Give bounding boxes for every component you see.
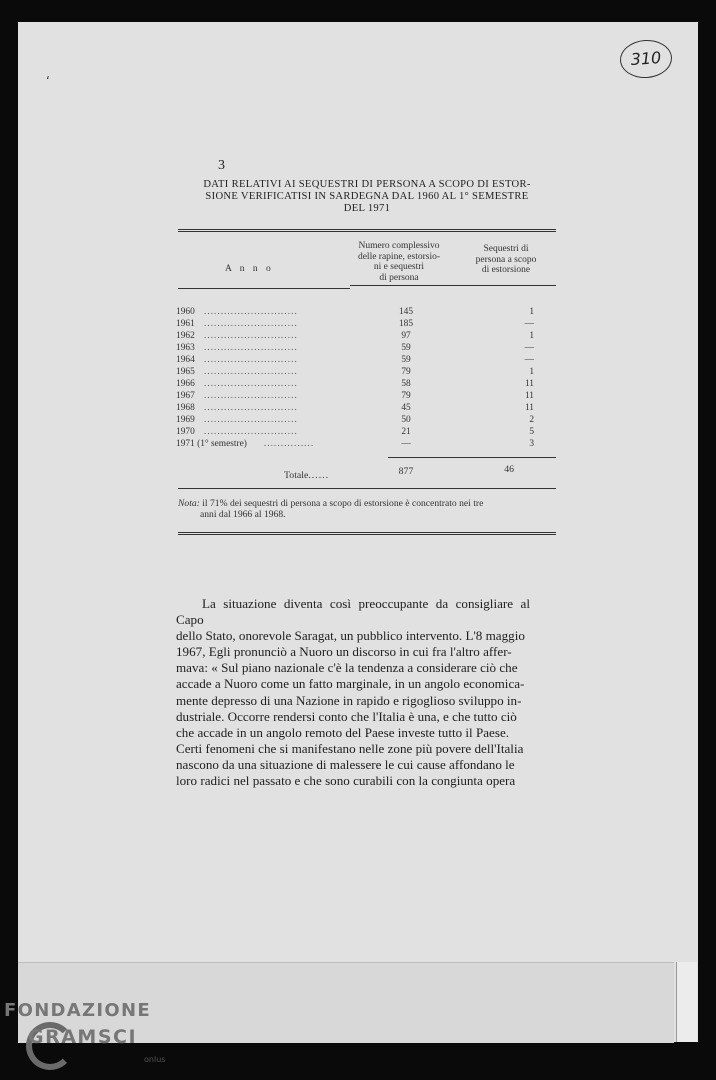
leader-dots: ............... — [264, 438, 315, 448]
cell-year: 1966 — [176, 379, 195, 389]
body-line: La situazione diventa così preoccupante da consigliare al Capo — [176, 596, 530, 628]
cell-total: 59 — [401, 355, 411, 365]
leader-dots: ............................ — [204, 354, 298, 364]
totals-total: 877 — [398, 466, 414, 477]
note-text: il 71% dei sequestri di persona a scopo di estorsione è concentrato nei tre — [202, 498, 484, 509]
cell-total: 79 — [401, 391, 411, 401]
note-label: Nota: — [178, 498, 200, 509]
cell-total: 50 — [401, 415, 411, 425]
leader-dots: ............................ — [204, 426, 298, 436]
title-line: DEL 1971 — [343, 203, 391, 214]
cell-year: 1962 — [176, 331, 195, 341]
body-line: Certi fenomeni che si manifestano nelle zone più povere dell'Italia — [176, 740, 524, 756]
header-rule-left — [178, 288, 350, 289]
table-top-rule — [178, 229, 556, 232]
cell-kidnap: 1 — [529, 367, 534, 377]
header-kidnap-column — [458, 244, 554, 276]
cell-kidnap: 5 — [529, 427, 534, 437]
note-line — [178, 498, 560, 509]
header-line: persona a scopo — [475, 254, 537, 265]
cell-year: 1968 — [176, 403, 195, 413]
cell-year: 1963 — [176, 343, 195, 353]
header-total-column — [343, 241, 455, 283]
cell-year: 1970 — [176, 427, 195, 437]
body-line: dello Stato, onorevole Saragat, un pubblico intervento. L'8 maggio — [176, 628, 525, 644]
cell-kidnap: 3 — [529, 439, 534, 449]
cell-kidnap: 11 — [524, 403, 534, 413]
cell-kidnap: — — [524, 343, 534, 353]
header-line: delle rapine, estorsio- — [357, 251, 441, 262]
header-year: A n n o — [225, 264, 274, 274]
cell-total: 145 — [398, 307, 414, 317]
leader-dots: ............................ — [204, 318, 298, 328]
leader-dots: ............................ — [204, 330, 298, 340]
watermark-line3: onlus — [144, 1055, 166, 1064]
cell-year: 1967 — [176, 391, 195, 401]
leader-dots: ............................ — [204, 366, 298, 376]
cell-total: 185 — [398, 319, 414, 329]
cell-year: 1969 — [176, 415, 195, 425]
leader-dots: ............................ — [204, 414, 298, 424]
title-line: DATI RELATIVI AI SEQUESTRI DI PERSONA A SCOPO DI ESTOR- — [203, 179, 531, 190]
header-rule-right — [350, 285, 556, 286]
cell-total: 21 — [401, 427, 411, 437]
body-line: accade a Nuoro come un fatto marginale, in un angolo economica- — [176, 676, 525, 692]
table-row — [176, 439, 558, 451]
table-body — [176, 307, 558, 451]
page-edge-strip — [676, 962, 697, 1042]
header-line: ni e sequestri — [373, 262, 425, 272]
fondazione-gramsci-watermark — [4, 1000, 166, 1064]
table-row — [176, 427, 558, 439]
cell-kidnap: 1 — [529, 331, 534, 341]
cell-total: 59 — [401, 343, 411, 353]
cell-year: 1964 — [176, 355, 195, 365]
archive-page-stamp: 310 — [619, 38, 674, 80]
body-line: che accade in un angolo remoto del Paese investe tutto il Paese. — [176, 724, 510, 740]
watermark-line2: GRAMSCI — [28, 1026, 138, 1048]
cell-kidnap: — — [524, 355, 534, 365]
totals-label: Totale...... — [284, 470, 330, 481]
leader-dots: ............................ — [204, 402, 298, 412]
cell-total: 58 — [401, 379, 411, 389]
cell-year: 1960 — [176, 307, 195, 317]
body-text — [176, 596, 530, 789]
body-line: mente depresso di una Nazione in rapido e rigoglioso sviluppo in- — [176, 692, 522, 708]
body-line: 1967, Egli pronunciò a Nuoro un discorso in cui fra l'altro affer- — [176, 644, 512, 660]
totals-kidnap: 46 — [504, 464, 514, 475]
header-line: di estorsione — [481, 265, 531, 275]
watermark-line1: FONDAZIONE — [4, 1000, 151, 1021]
margin-mark: ʻ — [46, 74, 50, 88]
title-line: SIONE VERIFICATISI IN SARDEGNA DAL 1960 AL 1° SEMESTRE — [205, 191, 529, 202]
cell-kidnap: — — [524, 319, 534, 329]
table-title — [178, 179, 556, 215]
cell-kidnap: 2 — [529, 415, 534, 425]
header-line: Numero complessivo — [358, 241, 440, 251]
table-note — [178, 498, 560, 520]
totals-label-text: Totale — [284, 470, 309, 481]
table-bottom-rule — [178, 488, 556, 489]
cell-total: — — [401, 439, 411, 449]
cell-total: 45 — [401, 403, 411, 413]
cell-year: 1961 — [176, 319, 195, 329]
cell-year: 1971 (1° semestre) — [176, 439, 247, 449]
note-bottom-rule — [178, 532, 556, 535]
leader-dots: ............................ — [204, 390, 298, 400]
cell-total: 79 — [401, 367, 411, 377]
cell-total: 97 — [401, 331, 411, 341]
body-line: loro radici nel passato e che sono curabili con la congiunta opera — [176, 773, 516, 789]
leader-dots: ............................ — [204, 306, 298, 316]
header-line: di persona — [379, 272, 419, 283]
header-line: Sequestri di — [483, 244, 529, 254]
leader-dots: ............................ — [204, 342, 298, 352]
body-line: mava: « Sul piano nazionale c'è la tendenza a considerare ciò che — [176, 660, 518, 676]
totals-rule — [388, 457, 556, 458]
body-line: dustriale. Occorre rendersi conto che l'Italia è una, e che tutto ciò — [176, 708, 517, 724]
cell-kidnap: 11 — [524, 391, 534, 401]
page-number: 3 — [218, 158, 225, 173]
cell-kidnap: 1 — [529, 307, 534, 317]
leader-dots: ............................ — [204, 378, 298, 388]
body-line: nascono da una situazione di malessere le cui cause affondano le — [176, 756, 515, 772]
note-line: anni dal 1966 al 1968. — [200, 509, 286, 520]
cell-kidnap: 11 — [524, 379, 534, 389]
cell-year: 1965 — [176, 367, 195, 377]
